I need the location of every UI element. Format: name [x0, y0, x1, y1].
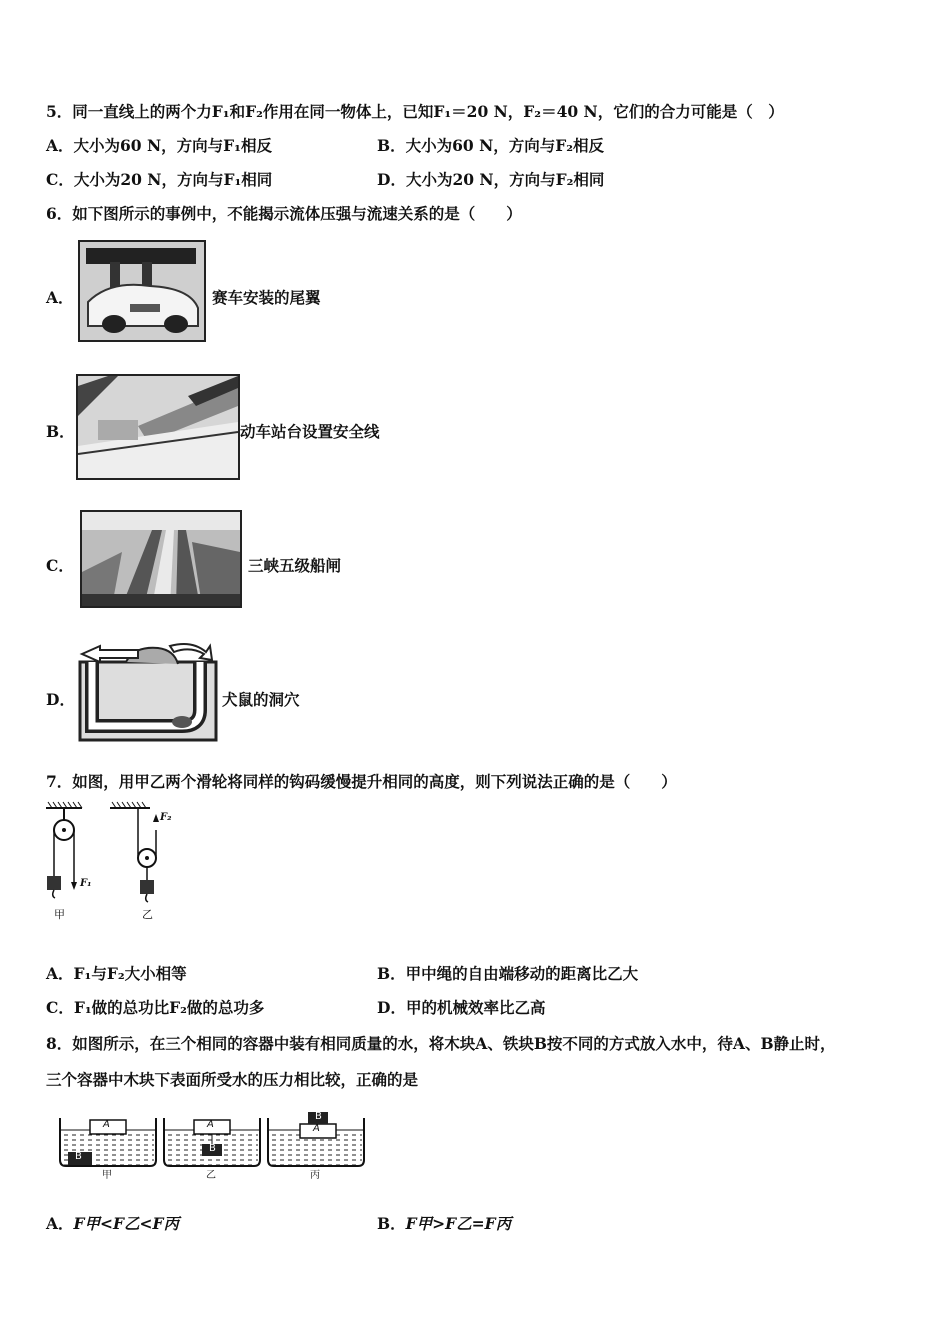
- q5-option-c: C．大小为20 N，方向与F₁相同: [46, 170, 273, 189]
- q6-option-c-letter: C．: [46, 556, 74, 575]
- q6-stem: 6．如下图所示的事例中，不能揭示流体压强与流速关系的是（ ）: [46, 204, 522, 223]
- q5-stem: 5．同一直线上的两个力F₁和F₂作用在同一物体上，已知F₁＝20 N，F₂＝40 N，它们的合力可能是（ ）: [46, 102, 784, 121]
- container-label-bing: 丙: [310, 1170, 320, 1181]
- container-label-yi: 乙: [206, 1170, 216, 1181]
- q7-option-d: D．甲的机械效率比乙高: [377, 998, 546, 1017]
- q8-option-a-text: F甲<F乙<F丙: [73, 1214, 180, 1233]
- q8-stem-line1: 8．如图所示，在三个相同的容器中装有相同质量的水，将木块A、铁块B按不同的方式放入水中，待A、B静止时，: [46, 1034, 836, 1053]
- force-label-f2: F₂: [160, 812, 172, 823]
- q6-option-c-caption: 三峡五级船闸: [248, 556, 342, 575]
- q6-option-b-caption: 动车站台设置安全线: [240, 422, 380, 441]
- q6-option-d-caption: 犬鼠的洞穴: [222, 690, 300, 709]
- block-b-label-2: B: [209, 1143, 216, 1154]
- q6-option-a-caption: 赛车安装的尾翼: [212, 288, 321, 307]
- q8-option-b-text: F甲>F乙=F丙: [405, 1214, 512, 1233]
- block-b-label-1: B: [75, 1151, 82, 1162]
- q8-option-b-letter: B．: [377, 1214, 406, 1233]
- q8-option-a: [46, 1214, 179, 1234]
- pulley-label-yi: 乙: [142, 908, 153, 921]
- force-label-f1: F₁: [80, 878, 92, 889]
- q8-stem-line2: 三个容器中木块下表面所受水的压力相比较，正确的是: [46, 1070, 419, 1089]
- q8-option-a-letter: A．: [46, 1214, 74, 1233]
- block-a-label-2: A: [207, 1119, 214, 1130]
- burrow-diagram: [78, 640, 218, 742]
- q6-option-d-letter: D．: [46, 690, 75, 709]
- q7-stem: 7．如图，用甲乙两个滑轮将同样的钩码缓慢提升相同的高度，则下列说法正确的是（ ）: [46, 772, 677, 791]
- q7-option-a: A．F₁与F₂大小相等: [46, 964, 187, 983]
- block-a-label-1: A: [103, 1119, 110, 1130]
- q5-option-d: D．大小为20 N，方向与F₂相同: [377, 170, 605, 189]
- race-car-wing-photo: [78, 240, 206, 342]
- q5-option-b: B．大小为60 N，方向与F₂相反: [377, 136, 605, 155]
- q6-option-b-letter: B．: [46, 422, 75, 441]
- q5-option-a: A．大小为60 N，方向与F₁相反: [46, 136, 272, 155]
- train-platform-photo: [76, 374, 240, 480]
- block-b-label-3: B: [315, 1111, 322, 1122]
- q6-option-a-letter: A．: [46, 288, 74, 307]
- ship-lock-photo: [80, 510, 242, 608]
- block-a-label-3: A: [313, 1123, 320, 1134]
- q7-option-b: B．甲中绳的自由端移动的距离比乙大: [377, 964, 639, 983]
- container-label-jia: 甲: [102, 1170, 112, 1181]
- q8-option-b: [377, 1214, 511, 1234]
- q7-option-c: C．F₁做的总功比F₂做的总功多: [46, 998, 265, 1017]
- pulley-label-jia: 甲: [54, 908, 65, 921]
